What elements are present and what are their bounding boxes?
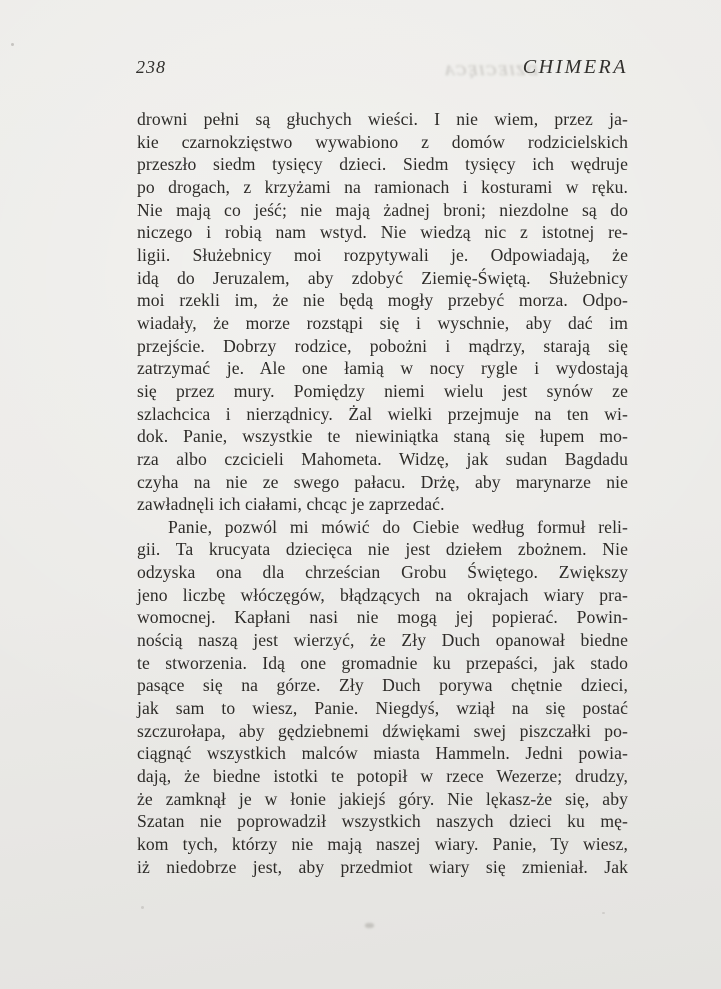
text-line: te stworzenia. Idą one gromadnie ku przepaści, jak stado <box>137 652 628 673</box>
text-line: Nie mają co jeść; nie mają żadnej broni; niezdolne są do <box>137 199 628 220</box>
text-line: iż niedobrze jest, aby przedmiot wiary się zmieniał. Jak <box>137 856 628 877</box>
text-line: szczurołapa, aby gędziebnemi dźwiękami swej piszczałki po- <box>137 720 628 741</box>
text-line: drowni pełni są głuchych wieści. I nie wiem, przez ja- <box>137 109 628 129</box>
text-line: wiadały, że morze rozstąpi się i wyschnie, aby dać im <box>137 312 628 333</box>
text-line: moi rzekli im, że nie będą mogły przebyć morza. Odpo- <box>137 290 628 311</box>
paragraph <box>137 108 628 516</box>
text-line: rza albo czcicieli Mahometa. Widzę, jak sudan Bagdadu <box>137 448 628 469</box>
text-line: kie czarnokzięstwo wywabiono z domów rodzicielskich <box>137 131 628 152</box>
text-line: womocnej. Kapłani nasi nie mogą jej popierać. Powin- <box>137 607 628 628</box>
text-line: Szatan nie poprowadził wszystkich naszych dzieci ku mę- <box>137 811 628 832</box>
paper-speck <box>365 923 374 928</box>
text-line: pasące się na górze. Zły Duch porywa chętnie dzieci, <box>137 675 628 696</box>
paragraph <box>137 516 628 879</box>
text-line: dok. Panie, wszystkie te niewiniątka staną się łupem mo- <box>137 426 628 447</box>
text-line: przeszło siedm tysięcy dzieci. Siedm tysięcy ich wędruje <box>137 154 628 175</box>
text-line: odzyska ona dla chrześcian Grobu Świętego. Zwiększy <box>137 562 628 583</box>
text-line: idą do Jeruzalem, aby zdobyć Ziemię-Świętą. Służebnicy <box>137 267 628 288</box>
text-line: dają, że biedne istotki te potopił w rzece Wezerze; drudzy, <box>137 766 628 787</box>
text-line: jak sam to wiesz, Panie. Niegdyś, wziął na się postać <box>137 698 628 719</box>
text-line: kom tych, którzy nie mają naszej wiary. Panie, Ty wiesz, <box>137 834 628 854</box>
text-line: przejście. Dobrzy rodzice, pobożni i mądrzy, starają się <box>137 335 628 356</box>
text-line: czyha na nie ze swego pałacu. Drżę, aby marynarze nie <box>137 471 628 492</box>
text-line: gii. Ta krucyata dziecięca nie jest dziełem zbożnem. Nie <box>137 539 628 560</box>
paper-speck <box>141 906 144 909</box>
text-line: niczego i robią nam wstyd. Nie wiedzą nic z istotnej re- <box>137 222 628 243</box>
body-text-block <box>137 108 628 878</box>
journal-title: CHIMERA <box>522 56 628 78</box>
paper-speck <box>11 43 14 46</box>
text-line: nością naszą jest wierzyć, że Zły Duch opanował biedne <box>137 630 628 651</box>
text-line: ciągnąć wszystkich malców miasta Hammeln. Jedni powia- <box>137 743 628 764</box>
text-line: po drogach, z krzyżami na ramionach i kosturami w ręku. <box>137 176 628 197</box>
running-header <box>136 56 628 84</box>
text-line: zawładnęli ich ciałami, chcąc je zaprzedać. <box>137 494 445 515</box>
page-number: 238 <box>136 57 166 77</box>
show-through-ghost-text: DZIECIĘCA <box>443 63 538 79</box>
text-line: zatrzymać je. Ale one łamią w nocy rygle i wydostają <box>137 358 628 379</box>
text-line: jeno liczbę włóczęgów, błądzących na okrajach wiary pra- <box>137 584 628 605</box>
paper-speck <box>602 912 605 914</box>
text-line: się przez mury. Pomiędzy niemi wielu jest synów ze <box>137 380 628 401</box>
text-line: szlachcica i nierządnicy. Żal wielki przejmuje na ten wi- <box>137 403 628 424</box>
text-line: że zamknął je w łonie jakiejś góry. Nie lękasz-że się, aby <box>137 788 628 809</box>
text-line: Panie, pozwól mi mówić do Ciebie według formuł reli- <box>168 516 628 537</box>
text-line: ligii. Służebnicy moi rozpytywali je. Odpowiadają, że <box>137 244 628 265</box>
